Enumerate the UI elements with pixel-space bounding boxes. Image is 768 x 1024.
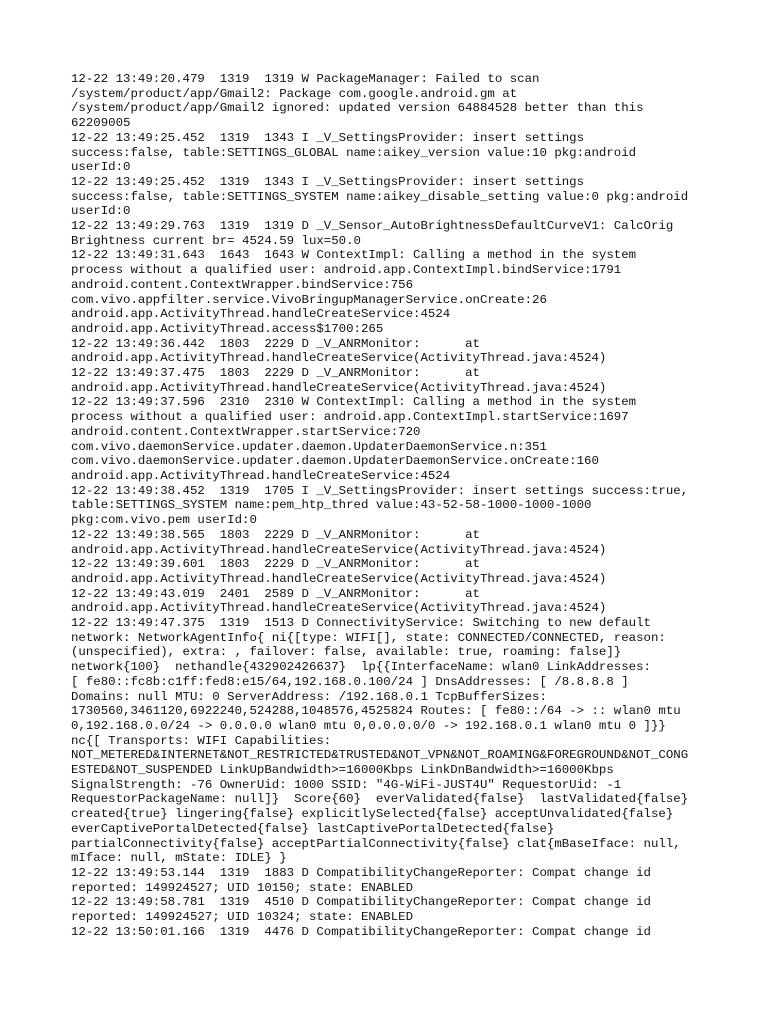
log-line: reported: 149924527; UID 10324; state: ENABLED [71, 910, 414, 925]
log-line: 12-22 13:49:58.781 1319 4510 D CompatibilityChangeReporter: Compat change id [71, 895, 651, 910]
log-line: process without a qualified user: android.app.ContextImpl.startService:1697 [71, 410, 629, 425]
log-line: android.content.ContextWrapper.startService:720 [71, 424, 421, 439]
log-line: Brightness current br= 4524.59 lux=50.0 [71, 233, 361, 248]
log-line: 12-22 13:49:39.601 1803 2229 D _V_ANRMonitor: at [71, 557, 480, 572]
log-line: table:SETTINGS_SYSTEM name:pem_htp_thred value:43-52-58-1000-1000-1000 [71, 498, 592, 513]
log-line: android.app.ActivityThread.handleCreateService(ActivityThread.java:4524) [71, 380, 607, 395]
log-line: ESTED&NOT_SUSPENDED LinkUpBandwidth>=16000Kbps LinkDnBandwidth>=16000Kbps [71, 763, 614, 778]
log-line: Domains: null MTU: 0 ServerAddress: /192.168.0.1 TcpBufferSizes: [71, 689, 547, 704]
log-line: success:false, table:SETTINGS_SYSTEM name:aikey_disable_setting value:0 pkg:android [71, 189, 689, 204]
log-line: com.vivo.daemonService.updater.daemon.UpdaterDaemonService.n:351 [71, 439, 547, 454]
log-line: 12-22 13:49:31.643 1643 1643 W ContextImpl: Calling a method in the system [71, 248, 637, 263]
log-line: 0,192.168.0.0/24 -> 0.0.0.0 wlan0 mtu 0,0.0.0.0/0 -> 192.168.0.1 wlan0 mtu 0 ]}} [71, 718, 666, 733]
log-line: 12-22 13:49:47.375 1319 1513 D ConnectivityService: Switching to new default [71, 616, 651, 631]
log-line: userId:0 [71, 204, 131, 219]
log-line: 12-22 13:49:53.144 1319 1883 D CompatibilityChangeReporter: Compat change id [71, 865, 651, 880]
log-line: mIface: null, mState: IDLE} } [71, 851, 287, 866]
log-line: userId:0 [71, 160, 131, 175]
log-line: 62209005 [71, 116, 131, 131]
log-line: success:false, table:SETTINGS_GLOBAL name:aikey_version value:10 pkg:android [71, 145, 637, 160]
log-line: android.app.ActivityThread.access$1700:265 [71, 321, 384, 336]
log-line: com.vivo.appfilter.service.VivoBringupManagerService.onCreate:26 [71, 292, 547, 307]
log-line: /system/product/app/Gmail2 ignored: updated version 64884528 better than this [71, 101, 644, 116]
log-line: android.app.ActivityThread.handleCreateService(ActivityThread.java:4524) [71, 542, 607, 557]
log-line: network{100} nethandle{432902426637} lp{{InterfaceName: wlan0 LinkAddresses: [71, 660, 651, 675]
log-line: android.app.ActivityThread.handleCreateService(ActivityThread.java:4524) [71, 351, 607, 366]
log-line: 12-22 13:49:20.479 1319 1319 W PackageManager: Failed to scan [71, 72, 540, 86]
log-line: 12-22 13:49:38.565 1803 2229 D _V_ANRMonitor: at [71, 527, 480, 542]
log-document [71, 72, 711, 939]
log-line: pkg:com.vivo.pem userId:0 [71, 513, 257, 528]
log-line: 12-22 13:49:43.019 2401 2589 D _V_ANRMonitor: at [71, 586, 480, 601]
log-line: 12-22 13:49:37.596 2310 2310 W ContextImpl: Calling a method in the system [71, 395, 637, 410]
log-line: (unspecified), extra: , failover: false, available: true, roaming: false]} [71, 645, 622, 660]
log-line: everCaptivePortalDetected{false} lastCaptivePortalDetected{false} [71, 821, 555, 836]
log-line: 12-22 13:49:29.763 1319 1319 D _V_Sensor_AutoBrightnessDefaultCurveV1: CalcOrig [71, 219, 674, 234]
log-line: com.vivo.daemonService.updater.daemon.UpdaterDaemonService.onCreate:160 [71, 454, 599, 469]
log-line: reported: 149924527; UID 10150; state: ENABLED [71, 880, 414, 895]
log-line: 12-22 13:49:25.452 1319 1343 I _V_SettingsProvider: insert settings [71, 174, 585, 189]
log-line: NOT_METERED&INTERNET&NOT_RESTRICTED&TRUSTED&NOT_VPN&NOT_ROAMING&FOREGROUND&NOT_CONG [71, 748, 689, 763]
log-line: created{true} lingering{false} explicitlySelected{false} acceptUnvalidated{false} [71, 807, 674, 822]
log-line: android.content.ContextWrapper.bindService:756 [71, 277, 414, 292]
log-line: [ fe80::fc8b:c1ff:fed8:e15/64,192.168.0.100/24 ] DnsAddresses: [ /8.8.8.8 ] [71, 674, 629, 689]
log-line: android.app.ActivityThread.handleCreateService(ActivityThread.java:4524) [71, 571, 607, 586]
log-line: android.app.ActivityThread.handleCreateService(ActivityThread.java:4524) [71, 601, 607, 616]
log-line: nc{[ Transports: WIFI Capabilities: [71, 733, 332, 748]
log-line: network: NetworkAgentInfo{ ni{[type: WIFI[], state: CONNECTED/CONNECTED, reason: [71, 630, 666, 645]
log-line: 12-22 13:49:25.452 1319 1343 I _V_SettingsProvider: insert settings [71, 130, 585, 145]
log-line: android.app.ActivityThread.handleCreateService:4524 [71, 307, 451, 322]
log-line: process without a qualified user: android.app.ContextImpl.bindService:1791 [71, 263, 622, 278]
log-line: android.app.ActivityThread.handleCreateService:4524 [71, 468, 451, 483]
log-line: /system/product/app/Gmail2: Package com.google.android.gm at [71, 86, 518, 101]
log-line: 12-22 13:49:36.442 1803 2229 D _V_ANRMonitor: at [71, 336, 480, 351]
log-line: 12-22 13:49:38.452 1319 1705 I _V_SettingsProvider: insert settings success:true, [71, 483, 689, 498]
log-line: partialConnectivity{false} acceptPartialConnectivity{false} clat{mBaseIface: null, [71, 836, 681, 851]
log-line: 12-22 13:50:01.166 1319 4476 D CompatibilityChangeReporter: Compat change id [71, 924, 651, 939]
log-line: 1730560,3461120,6922240,524288,1048576,4525824 Routes: [ fe80::/64 -> :: wlan0 mtu [71, 704, 681, 719]
log-line: SignalStrength: -76 OwnerUid: 1000 SSID: "4G-WiFi-JUST4U" RequestorUid: -1 [71, 777, 622, 792]
log-line: 12-22 13:49:37.475 1803 2229 D _V_ANRMonitor: at [71, 366, 480, 381]
log-line: RequestorPackageName: null]} Score{60} everValidated{false} lastValidated{false} [71, 792, 689, 807]
